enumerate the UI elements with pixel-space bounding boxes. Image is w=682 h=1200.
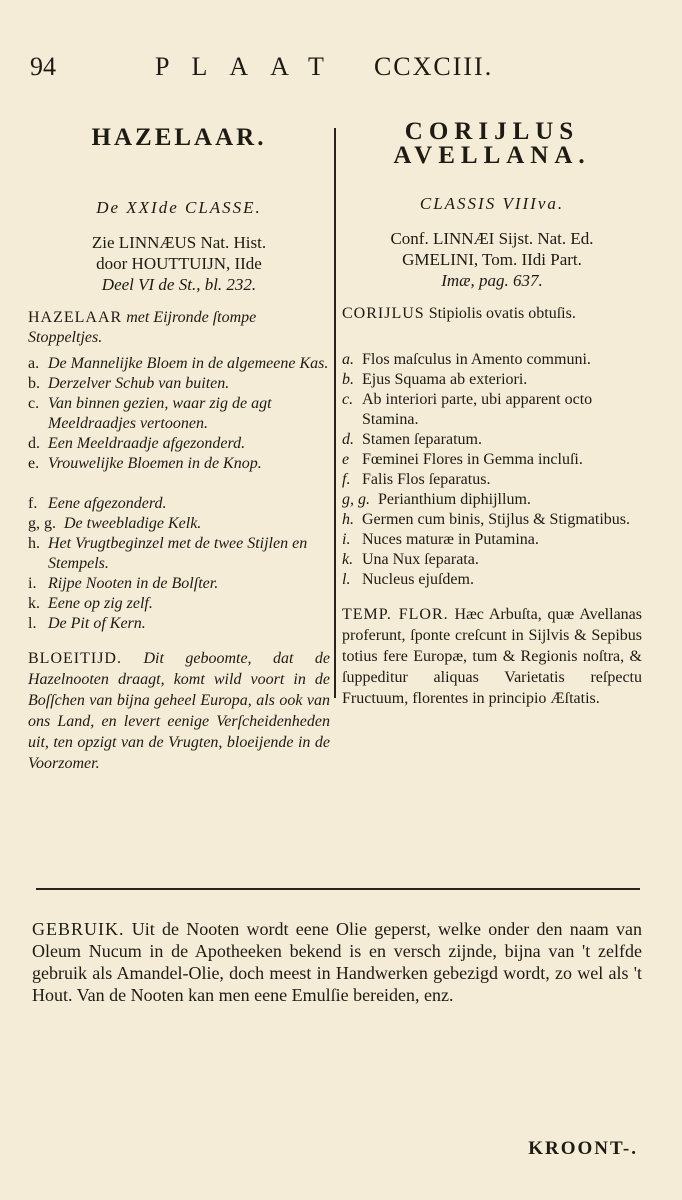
item-text: Rijpe Nooten in de Bolſter. xyxy=(48,575,219,592)
latin-legend-list xyxy=(342,350,642,590)
latin-description xyxy=(342,304,642,346)
item-label: h. xyxy=(342,511,354,528)
item-label: a. xyxy=(28,355,40,372)
item-label: e xyxy=(342,451,350,468)
list-item xyxy=(342,490,642,510)
dutch-desc-label: HAZELAAR xyxy=(28,309,123,326)
item-label: l. xyxy=(342,571,351,588)
item-text: Eene op zig zelf. xyxy=(48,595,153,612)
list-item xyxy=(342,570,642,590)
dutch-flor-text: Dit geboomte, dat de Hazelnooten draagt, komt wild voort in de Boſſchen van bijna geheel Europa, als ook van ons Land, en levert eenige Verſcheidenheden uit, ten opzigt van de Vrugten, bloeijende in de Voorzomer. xyxy=(28,650,330,772)
latin-ref-line-3: Imæ, pag. 637. xyxy=(441,271,543,290)
item-label: i. xyxy=(342,531,351,548)
latin-reference xyxy=(342,228,642,298)
usage-text: Uit de Nooten wordt eene Olie geperst, welke onder den naam van Oleum Nucum in de Apotheeken bekend is en versch zijnde, bijna van 't zelfde gebruik als Amandel-Olie, doch meest in Handwerken gebezigd wordt, zo wel als 't Hout. Van de Nooten kan men eene Emulſie bereiden, enz. xyxy=(32,919,642,1005)
dutch-desc-text: met Eijronde ſtompe Stoppeltjes. xyxy=(28,309,257,346)
item-label: l. xyxy=(28,615,37,632)
catchword: KROONT-. xyxy=(528,1138,638,1159)
item-label: i. xyxy=(28,575,37,592)
item-text: Nucleus ejuſdem. xyxy=(362,571,474,588)
item-label: g, g. xyxy=(28,515,56,532)
dutch-flowering-note xyxy=(28,648,330,774)
list-item xyxy=(342,370,642,390)
list-item xyxy=(342,530,642,550)
item-text: Fœminei Flores in Gemma incluſi. xyxy=(362,451,583,468)
list-item xyxy=(28,454,330,474)
item-label: e. xyxy=(28,455,40,472)
latin-desc-text: Stipiolis ovatis obtuſis. xyxy=(428,305,576,322)
plate-title xyxy=(155,52,493,82)
dutch-column xyxy=(28,120,330,774)
item-label: k. xyxy=(342,551,354,568)
plate-number: CCXCIII. xyxy=(373,52,494,81)
item-text: Flos maſculus in Amento communi. xyxy=(362,351,591,368)
list-item xyxy=(342,510,642,530)
item-label: g, g. xyxy=(342,491,370,508)
dutch-ref-line-2: door HOUTTUIJN, IIde xyxy=(96,254,262,273)
dutch-flor-label: BLOEITIJD. xyxy=(28,650,122,667)
item-label: d. xyxy=(28,435,40,452)
list-item xyxy=(342,390,642,430)
item-text: Eene afgezonderd. xyxy=(48,495,167,512)
item-text: De tweebladige Kelk. xyxy=(64,515,202,532)
item-text: Nuces maturæ in Putamina. xyxy=(362,531,539,548)
list-item xyxy=(28,434,330,454)
dutch-reference xyxy=(28,232,330,302)
item-text: De Pit of Kern. xyxy=(48,615,146,632)
item-label: h. xyxy=(28,535,40,552)
list-item xyxy=(342,350,642,370)
list-item xyxy=(28,514,330,534)
latin-ref-line-1: Conf. LINNÆI Sijst. Nat. Ed. xyxy=(390,229,594,248)
latin-title xyxy=(342,120,642,176)
plate-word: PLAAT xyxy=(155,52,346,81)
usage-label: GEBRUIK. xyxy=(32,919,125,939)
latin-title-line-1: CORIJLUS xyxy=(404,118,580,145)
list-item xyxy=(28,594,330,614)
item-text: Germen cum binis, Stijlus & Stigmatibus. xyxy=(362,511,630,528)
item-text: De Mannelijke Bloem in de algemeene Kas. xyxy=(48,355,329,372)
list-item xyxy=(342,550,642,570)
latin-class-line: CLASSIS VIIIva. xyxy=(419,194,565,213)
list-item xyxy=(28,394,330,434)
item-text: Ejus Squama ab exteriori. xyxy=(362,371,528,388)
item-label: f. xyxy=(28,495,38,512)
list-item xyxy=(28,374,330,394)
item-text: Een Meeldraadje afgezonderd. xyxy=(48,435,246,452)
item-text: Ab interiori parte, ubi apparent octo Stamina. xyxy=(362,391,593,428)
item-text: Van binnen gezien, waar zig de agt Meeldraadjes vertoonen. xyxy=(48,395,272,432)
dutch-description xyxy=(28,308,330,350)
dutch-ref-line-1: Zie LINNÆUS Nat. Hist. xyxy=(91,233,267,252)
latin-flor-text: Hæc Arbuſta, quæ Avellanas proferunt, ſponte creſcunt in Sijlvis & Sepibus totius fere Europæ, tum & Regionis noſtra, & ſuppeditur aliquas Varietatis reſpectu Fructuum, florentes in principio Æſtatis. xyxy=(342,606,642,707)
item-text: Stamen ſeparatum. xyxy=(362,431,482,448)
item-label: k. xyxy=(28,595,40,612)
list-item xyxy=(342,430,642,450)
item-text: Una Nux ſeparata. xyxy=(362,551,479,568)
list-item xyxy=(28,494,330,514)
list-item xyxy=(28,534,330,574)
dutch-title: HAZELAAR. xyxy=(91,124,267,151)
item-text: Het Vrugtbeginzel met de twee Stijlen en Stempels. xyxy=(48,535,308,572)
item-text: Derzelver Schub van buiten. xyxy=(48,375,230,392)
latin-ref-line-2: GMELINI, Tom. IIdi Part. xyxy=(402,250,582,269)
item-label: f. xyxy=(342,471,351,488)
dutch-legend-list xyxy=(28,354,330,634)
page-number: 94 xyxy=(30,52,56,81)
dutch-class-line: De XXIde CLASSE. xyxy=(96,198,262,217)
list-gap xyxy=(28,474,330,494)
item-label: b. xyxy=(342,371,354,388)
item-text: Vrouwelijke Bloemen in de Knop. xyxy=(48,455,262,472)
list-item xyxy=(342,450,642,470)
column-divider xyxy=(334,128,336,698)
item-label: a. xyxy=(342,351,354,368)
list-item xyxy=(28,614,330,634)
latin-desc-label: CORIJLUS xyxy=(342,305,425,322)
item-label: b. xyxy=(28,375,40,392)
page-header xyxy=(30,52,642,92)
item-text: Falis Flos ſeparatus. xyxy=(362,471,491,488)
item-label: d. xyxy=(342,431,354,448)
section-rule xyxy=(36,888,640,890)
item-label: c. xyxy=(28,395,40,412)
list-item xyxy=(28,574,330,594)
list-item xyxy=(342,470,642,490)
item-text: Perianthium diphijllum. xyxy=(378,491,531,508)
latin-flowering-note xyxy=(342,604,642,709)
latin-flor-label: TEMP. FLOR. xyxy=(342,606,449,623)
dutch-ref-line-3: Deel VI de St., bl. 232. xyxy=(101,275,257,294)
list-item xyxy=(28,354,330,374)
item-label: c. xyxy=(342,391,354,408)
usage-paragraph xyxy=(32,918,642,1006)
latin-column xyxy=(342,120,642,709)
latin-title-line-2: AVELLANA. xyxy=(393,142,591,169)
